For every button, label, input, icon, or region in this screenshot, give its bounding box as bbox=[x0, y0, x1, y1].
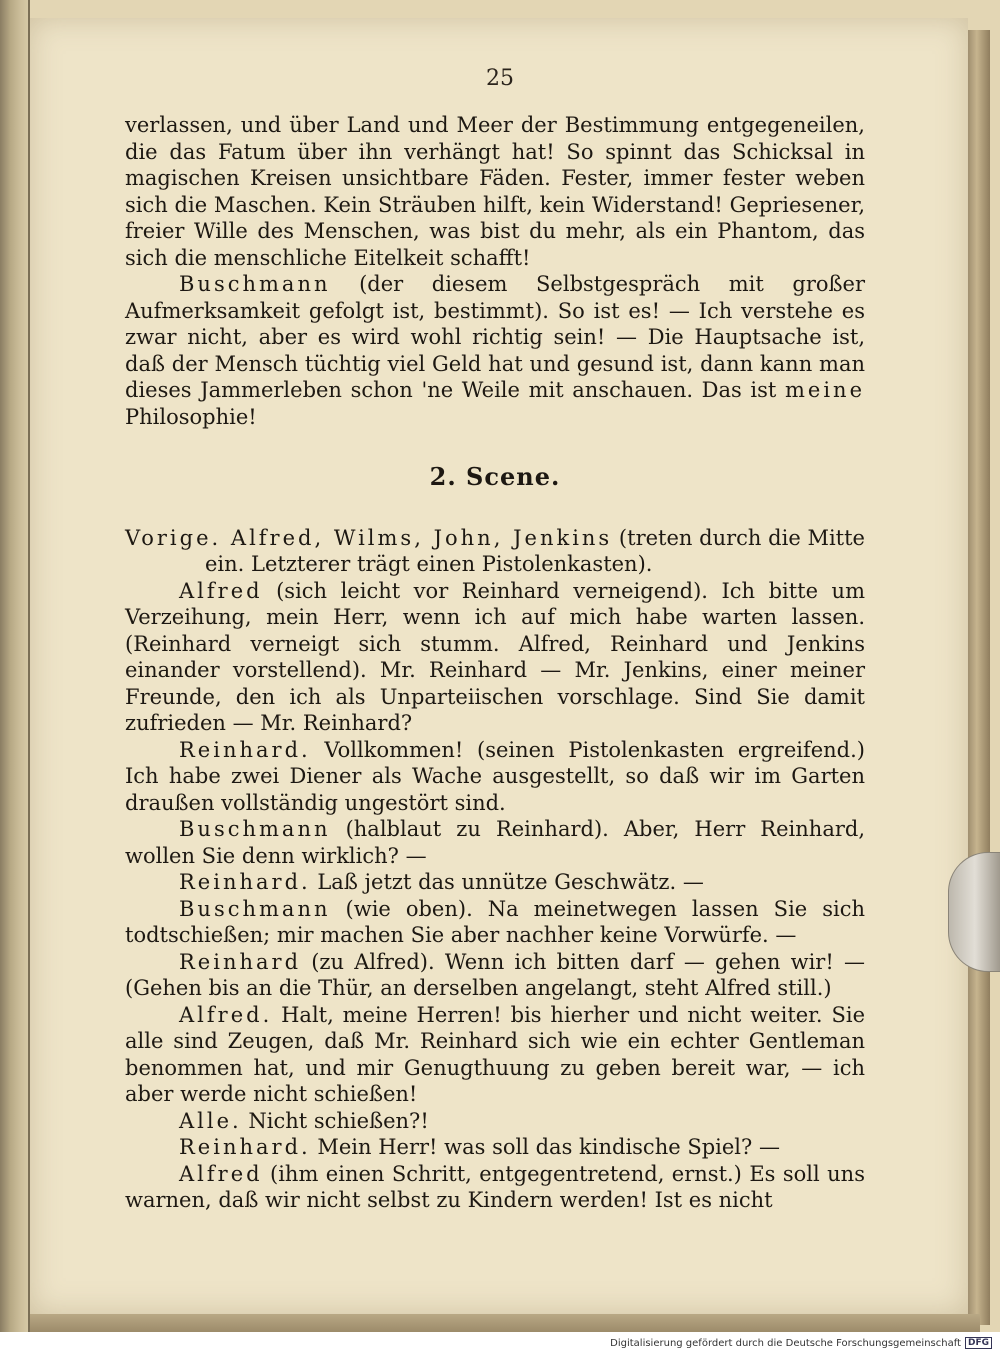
page-number: 25 bbox=[486, 66, 514, 91]
speech-text: Laß jetzt das unnütze Geschwätz. — bbox=[310, 870, 704, 894]
characters-list: Vorige. Alfred, Wilms, John, Jenkins bbox=[125, 525, 613, 550]
speech-text: (sich leicht vor Reinhard verneigend). Ich bitte um Verzeihung, mein Herr, wenn ich auf mich habe warten lassen. (Reinhard verneigt sich stumm. Alfred, Reinhard und Jenkins einander vorstellend). Mr. Reinhard — Mr. Jenkins, einer meiner Freunde, den ich als Unparteiischen vorschlage. Sind Sie damit zufrieden — Mr. Reinhard? bbox=[125, 578, 865, 735]
emphasis-text: meine bbox=[784, 378, 865, 402]
speech-text: Vollkommen! (seinen Pistolenkasten ergreifend.) Ich habe zwei Diener als Wache ausgestellt, so daß wir im Garten draußen vollständig ungestört sind. bbox=[125, 737, 865, 815]
paragraph-reinhard-3 bbox=[125, 949, 865, 1002]
paragraph-reinhard-1 bbox=[125, 737, 865, 817]
speech-text-end: Philosophie! bbox=[125, 404, 257, 429]
credit-text: Digitalisierung gefördert durch die Deutsche Forschungsgemeinschaft bbox=[610, 1337, 961, 1349]
paragraph-buschmann-2 bbox=[125, 816, 865, 869]
paragraph-buschmann-1 bbox=[125, 271, 865, 430]
paragraph-1: verlassen, und über Land und Meer der Bestimmung entgegeneilen, die das Fatum über ihn verhängt hat! So spinnt das Schicksal in magischen Kreisen unsichtbare Fäden. Fester, immer fester weben sich die Maschen. Kein Sträuben hilft, kein Widerstand! Gepriesener, freier Wille des Menschen, was bist du mehr, als ein Phantom, das sich die menschliche Eitelkeit schafft! bbox=[125, 113, 865, 270]
speech-text: Mein Herr! was soll das kindische Spiel? — bbox=[310, 1135, 780, 1159]
speech-text: (ihm einen Schritt, entgegentretend, ernst.) Es soll uns warnen, daß wir nicht selbst zu Kindern werden! Ist es nicht bbox=[125, 1161, 865, 1212]
speaker-name: Reinhard bbox=[179, 949, 302, 974]
book-edge-bottom bbox=[30, 1314, 980, 1332]
paragraph-reinhard-2 bbox=[125, 869, 865, 896]
page-clip-tab bbox=[948, 852, 1000, 972]
speaker-name: Alfred bbox=[179, 1161, 263, 1186]
speaker-name: Alfred. bbox=[179, 1002, 273, 1027]
speech-text: (wie oben). Na meinetwegen lassen Sie sich todtschießen; mir machen Sie aber nachher keine Vorwürfe. — bbox=[125, 896, 865, 947]
paragraph-alfred-2 bbox=[125, 1002, 865, 1108]
paragraph-alle bbox=[125, 1108, 865, 1135]
stage-direction: (treten durch die Mitte ein. Letzterer trägt einen Pistolenkasten). bbox=[205, 525, 865, 576]
speaker-name: Buschmann bbox=[179, 817, 331, 841]
paragraph-alfred-3 bbox=[125, 1161, 865, 1214]
paragraph-alfred-1 bbox=[125, 578, 865, 737]
speech-text: Nicht schießen?! bbox=[241, 1108, 429, 1133]
speaker-name: Alfred bbox=[179, 578, 263, 603]
scene-heading: 2. Scene. bbox=[429, 462, 561, 491]
digitization-credit bbox=[610, 1336, 992, 1350]
page-body-text bbox=[125, 112, 865, 1214]
speech-text: (zu Alfred). Wenn ich bitten darf — gehen wir! — (Gehen bis an die Thür, an derselben angelangt, steht Alfred still.) bbox=[125, 949, 865, 1000]
speaker-name: Alle. bbox=[179, 1108, 242, 1133]
paragraph-buschmann-3 bbox=[125, 896, 865, 949]
dfg-logo: DFG bbox=[965, 1337, 992, 1349]
speech-text: (der diesem Selbstgespräch mit großer Aufmerksamkeit gefolgt ist, bestimmt). So ist es! — Ich verstehe es zwar nicht, aber es wird wohl richtig sein! — Die Hauptsache ist, daß der Mensch tüchtig viel Geld hat und gesund ist, dann kann man dieses Jammerleben schon 'ne Weile mit anschauen. Das ist bbox=[125, 272, 865, 402]
speaker-name: Buschmann bbox=[179, 272, 331, 296]
book-edge-right bbox=[968, 30, 990, 1325]
book-gutter bbox=[0, 0, 30, 1332]
speaker-name: Reinhard. bbox=[179, 870, 311, 894]
speech-text: (halblaut zu Reinhard). Aber, Herr Reinhard, wollen Sie denn wirklich? — bbox=[125, 817, 865, 868]
speaker-name: Reinhard. bbox=[179, 1135, 311, 1159]
speaker-name: Reinhard. bbox=[179, 737, 311, 762]
paragraph-reinhard-4 bbox=[125, 1134, 865, 1161]
stage-direction-entry bbox=[125, 525, 865, 578]
speech-text: Halt, meine Herren! bis hierher und nicht weiter. Sie alle sind Zeugen, daß Mr. Reinhard sich wie ein echter Gentleman benommen hat, und mir Genugthuung zu geben bereit war, — ich aber werde nicht schießen! bbox=[125, 1002, 865, 1106]
speaker-name: Buschmann bbox=[179, 896, 331, 921]
